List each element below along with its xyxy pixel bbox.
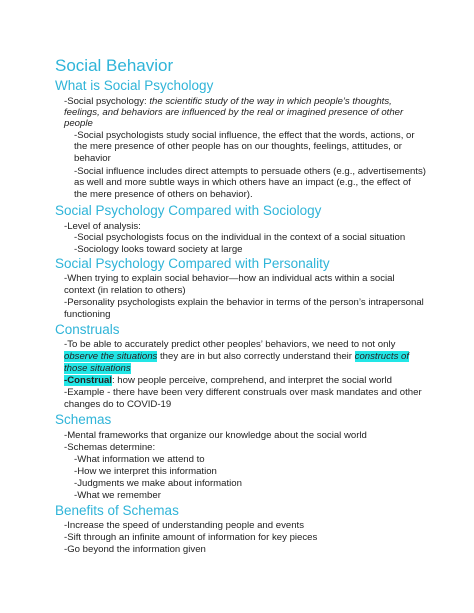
text-line: -Personality psychologists explain the behavior in terms of the person’s intrapersonal	[64, 297, 424, 308]
text-line: -Increase the speed of understanding people and events	[64, 520, 305, 531]
text-line: changes do to COVID-19	[64, 399, 172, 410]
text-run: they are in but also correctly understand their	[157, 351, 355, 362]
text-line: feelings, and behaviors are influenced by the real or imagined presence of other	[64, 107, 404, 118]
text-line: -What we remember	[74, 490, 161, 501]
text-line: -Go beyond the information given	[64, 544, 206, 555]
text-line: -Schemas determine:	[64, 442, 156, 453]
text-line	[64, 375, 392, 387]
text-line: -Mental frameworks that organize our knowledge about the social world	[64, 430, 367, 441]
text-line	[64, 351, 409, 363]
definition-text: the scientific study of the way in which people’s thoughts,	[149, 96, 392, 107]
text-line: -Social psychologists focus on the individual in the context of a social situation	[74, 232, 406, 243]
text-run: : how people perceive, comprehend, and interpret the social world	[111, 375, 392, 386]
text-line: context (in relation to others)	[64, 285, 186, 296]
section-heading-what-is-social-psychology: What is Social Psychology	[55, 78, 214, 93]
text-line: -Example - there have been very different construals over mask mandates and other	[64, 387, 422, 398]
text-line: -Level of analysis:	[64, 221, 141, 232]
text-line: -Sift through an infinite amount of information for key pieces	[64, 532, 318, 543]
text-line: the mere presence of others on behavior).	[74, 189, 253, 200]
highlighted-term: -Construal	[64, 375, 112, 386]
text-line: -How we interpret this information	[74, 466, 217, 477]
text-line: as well and more subtle ways in which others have an impact (e.g., the effect of	[74, 177, 411, 188]
text-line: -When trying to explain social behavior—how an individual acts within a social	[64, 273, 395, 284]
highlighted-text: those situations	[64, 363, 131, 374]
text-line: -What information we attend to	[74, 454, 205, 465]
text-run: -Social psychology:	[64, 96, 150, 107]
text-line: -Judgments we make about information	[74, 478, 242, 489]
highlighted-text: constructs of	[354, 351, 410, 362]
section-heading-schemas: Schemas	[55, 412, 112, 427]
section-heading-benefits-of-schemas: Benefits of Schemas	[55, 503, 179, 518]
text-line: functioning	[64, 309, 111, 320]
text-line: people	[64, 118, 93, 129]
text-line: -Sociology looks toward society at large	[74, 244, 243, 255]
section-heading-sociology: Social Psychology Compared with Sociology	[55, 203, 322, 218]
text-line	[64, 363, 131, 375]
text-line: the mere presence of other people has on our thoughts, feelings, attitudes, or	[74, 141, 402, 152]
page-title: Social Behavior	[55, 56, 174, 75]
section-heading-construals: Construals	[55, 322, 120, 337]
text-line: -To be able to accurately predict other peoples’ behaviors, we need to not only	[64, 339, 396, 350]
text-line: -Social influence includes direct attempts to persuade others (e.g., advertisements)	[74, 166, 426, 177]
highlighted-text: observe the situations	[64, 351, 158, 362]
section-heading-personality: Social Psychology Compared with Personality	[55, 256, 330, 271]
text-line: -Social psychologists study social influence, the effect that the words, actions, or	[74, 130, 415, 141]
text-line: behavior	[74, 153, 111, 164]
